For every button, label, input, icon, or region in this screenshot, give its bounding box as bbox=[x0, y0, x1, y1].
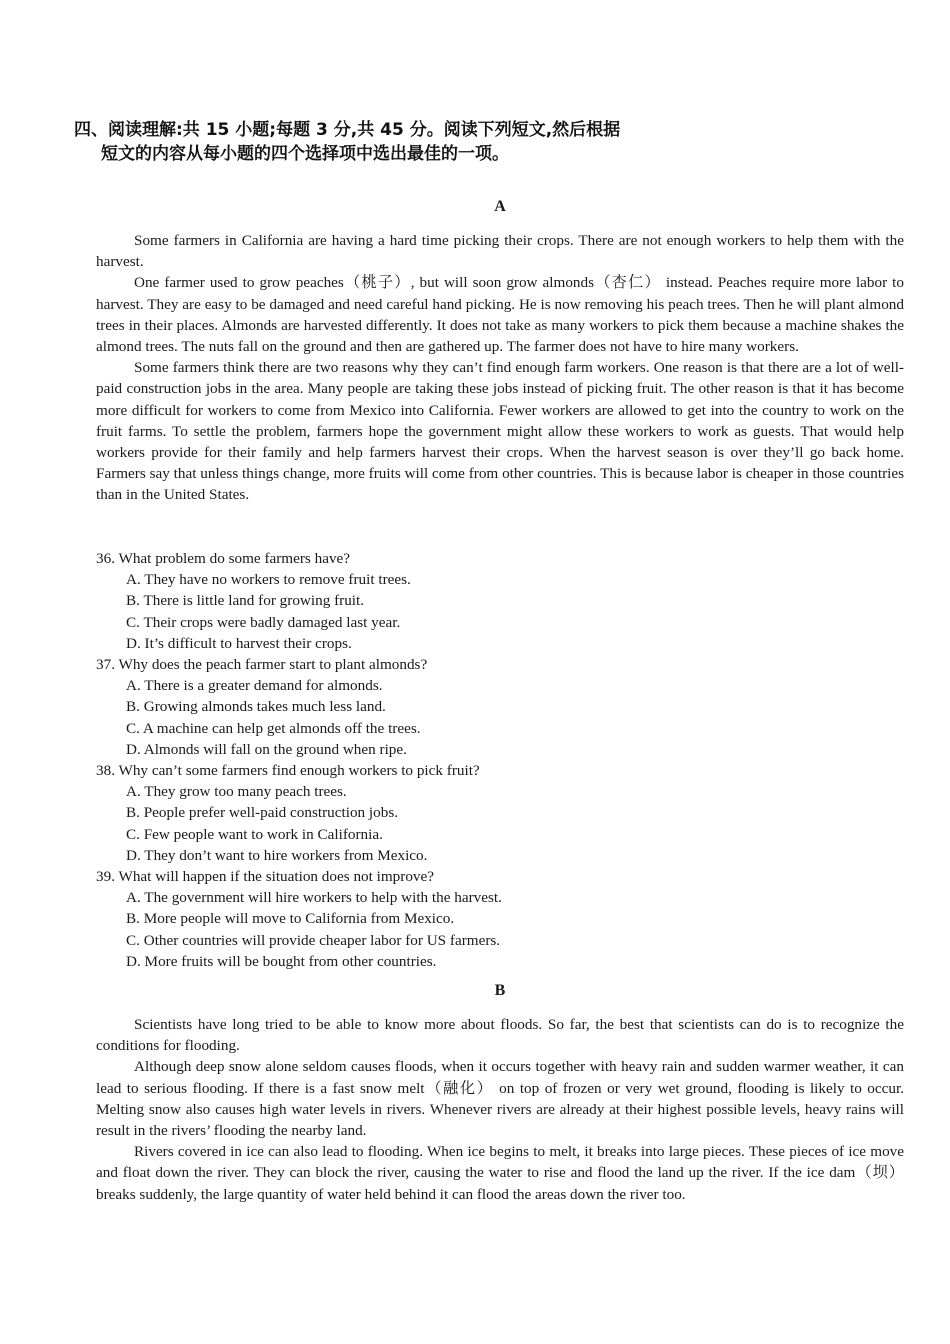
passage-b bbox=[96, 1014, 904, 1205]
question-stem: 38. Why can’t some farmers find enough workers to pick fruit? bbox=[96, 762, 480, 780]
answer-option: C. Other countries will provide cheaper labor for US farmers. bbox=[126, 931, 501, 949]
answer-option: A. There is a greater demand for almonds. bbox=[126, 677, 383, 695]
passage-a-paragraph: One farmer used to grow peaches（桃子）, but will soon grow almonds（杏仁） instead. Peaches require more labor to harvest. They are easy to be damaged and need careful hand picking. He is now removing his peach trees. Then he will plant almond trees in their places. Almonds are harvested differently. It does not take as many workers to pick them because a machine shakes the almond trees. The nuts fall on the ground and then are gathered up. The farmer does not have to hire many workers. bbox=[96, 274, 904, 356]
answer-option: B. Growing almonds takes much less land. bbox=[126, 698, 386, 716]
answer-option: C. Few people want to work in California. bbox=[126, 825, 383, 843]
answer-option: A. They have no workers to remove fruit trees. bbox=[126, 571, 411, 589]
passage-a-paragraph: Some farmers in California are having a hard time picking their crops. There are not enough workers to help them with the harvest. bbox=[96, 232, 904, 271]
passage-b-paragraph: Although deep snow alone seldom causes floods, when it occurs together with heavy rain and sudden warmer weather, it can lead to serious flooding. If there is a fast snow melt（融化） on top of frozen or very wet ground, flooding is likely to occur. Melting snow also causes high water levels in rivers. Whenever rivers are already at their highest possible levels, heavy rains will result in the rivers’ flooding the nearby land. bbox=[96, 1058, 904, 1140]
question bbox=[96, 866, 904, 972]
question-stem: 36. What problem do some farmers have? bbox=[96, 550, 351, 567]
passage-a-title: A bbox=[494, 198, 506, 215]
answer-option: D. Almonds will fall on the ground when ripe. bbox=[126, 740, 407, 758]
answer-option: D. It’s difficult to harvest their crops. bbox=[126, 634, 352, 652]
question bbox=[96, 760, 904, 866]
answer-option: B. There is little land for growing fruit. bbox=[126, 592, 365, 610]
passage-a-questions bbox=[96, 548, 904, 972]
answer-option: C. Their crops were badly damaged last year. bbox=[126, 613, 401, 631]
question bbox=[96, 654, 904, 760]
answer-option: B. More people will move to California from Mexico. bbox=[126, 910, 455, 928]
passage-b-paragraph: Rivers covered in ice can also lead to flooding. When ice begins to melt, it breaks into large pieces. These pieces of ice move and float down the river. They can block the river, causing the water to rise and flood the land up the river. If the ice dam（坝） breaks suddenly, the large quantity of water held behind it can flood the areas down the river too. bbox=[96, 1143, 904, 1203]
answer-option: A. The government will hire workers to help with the harvest. bbox=[126, 889, 502, 907]
passage-a-paragraph: Some farmers think there are two reasons why they can’t find enough farm workers. One reason is that there are a lot of well-paid construction jobs in the area. Many people are taking these jobs instead of picking fruit. The other reason is that it has become more difficult for workers to come from Mexico into California. Fewer workers are allowed to get into the country to work on the fruit farms. To settle the problem, farmers hope the government might allow these workers to work as guests. That would help workers provide for their family and help farmers harvest their crops. When the harvest season is over they’ll go back home. Farmers say that unless things change, more fruits will come from other countries. This is because labor is cheaper in those countries than in the United States. bbox=[96, 359, 904, 504]
question-stem: 37. Why does the peach farmer start to plant almonds? bbox=[96, 656, 428, 674]
question-stem: 39. What will happen if the situation does not improve? bbox=[96, 868, 434, 886]
answer-option: C. A machine can help get almonds off the trees. bbox=[126, 719, 421, 737]
passage-b-title: B bbox=[494, 982, 506, 999]
instructions-line-2: 短文的内容从每小题的四个选择项中选出最佳的一项。 bbox=[101, 144, 509, 164]
answer-option: A. They grow too many peach trees. bbox=[126, 783, 347, 801]
answer-option: D. More fruits will be bought from other countries. bbox=[126, 952, 437, 970]
instructions-line-1: 四、阅读理解:共 15 小题;每题 3 分,共 45 分。阅读下列短文,然后根据 bbox=[74, 120, 621, 140]
question bbox=[96, 548, 904, 654]
passage-a bbox=[96, 230, 904, 506]
answer-option: B. People prefer well-paid construction jobs. bbox=[126, 804, 399, 822]
passage-b-paragraph: Scientists have long tried to be able to know more about floods. So far, the best that scientists can do is to recognize the conditions for flooding. bbox=[96, 1016, 904, 1055]
section-instructions bbox=[74, 118, 874, 166]
answer-option: D. They don’t want to hire workers from Mexico. bbox=[126, 846, 428, 864]
